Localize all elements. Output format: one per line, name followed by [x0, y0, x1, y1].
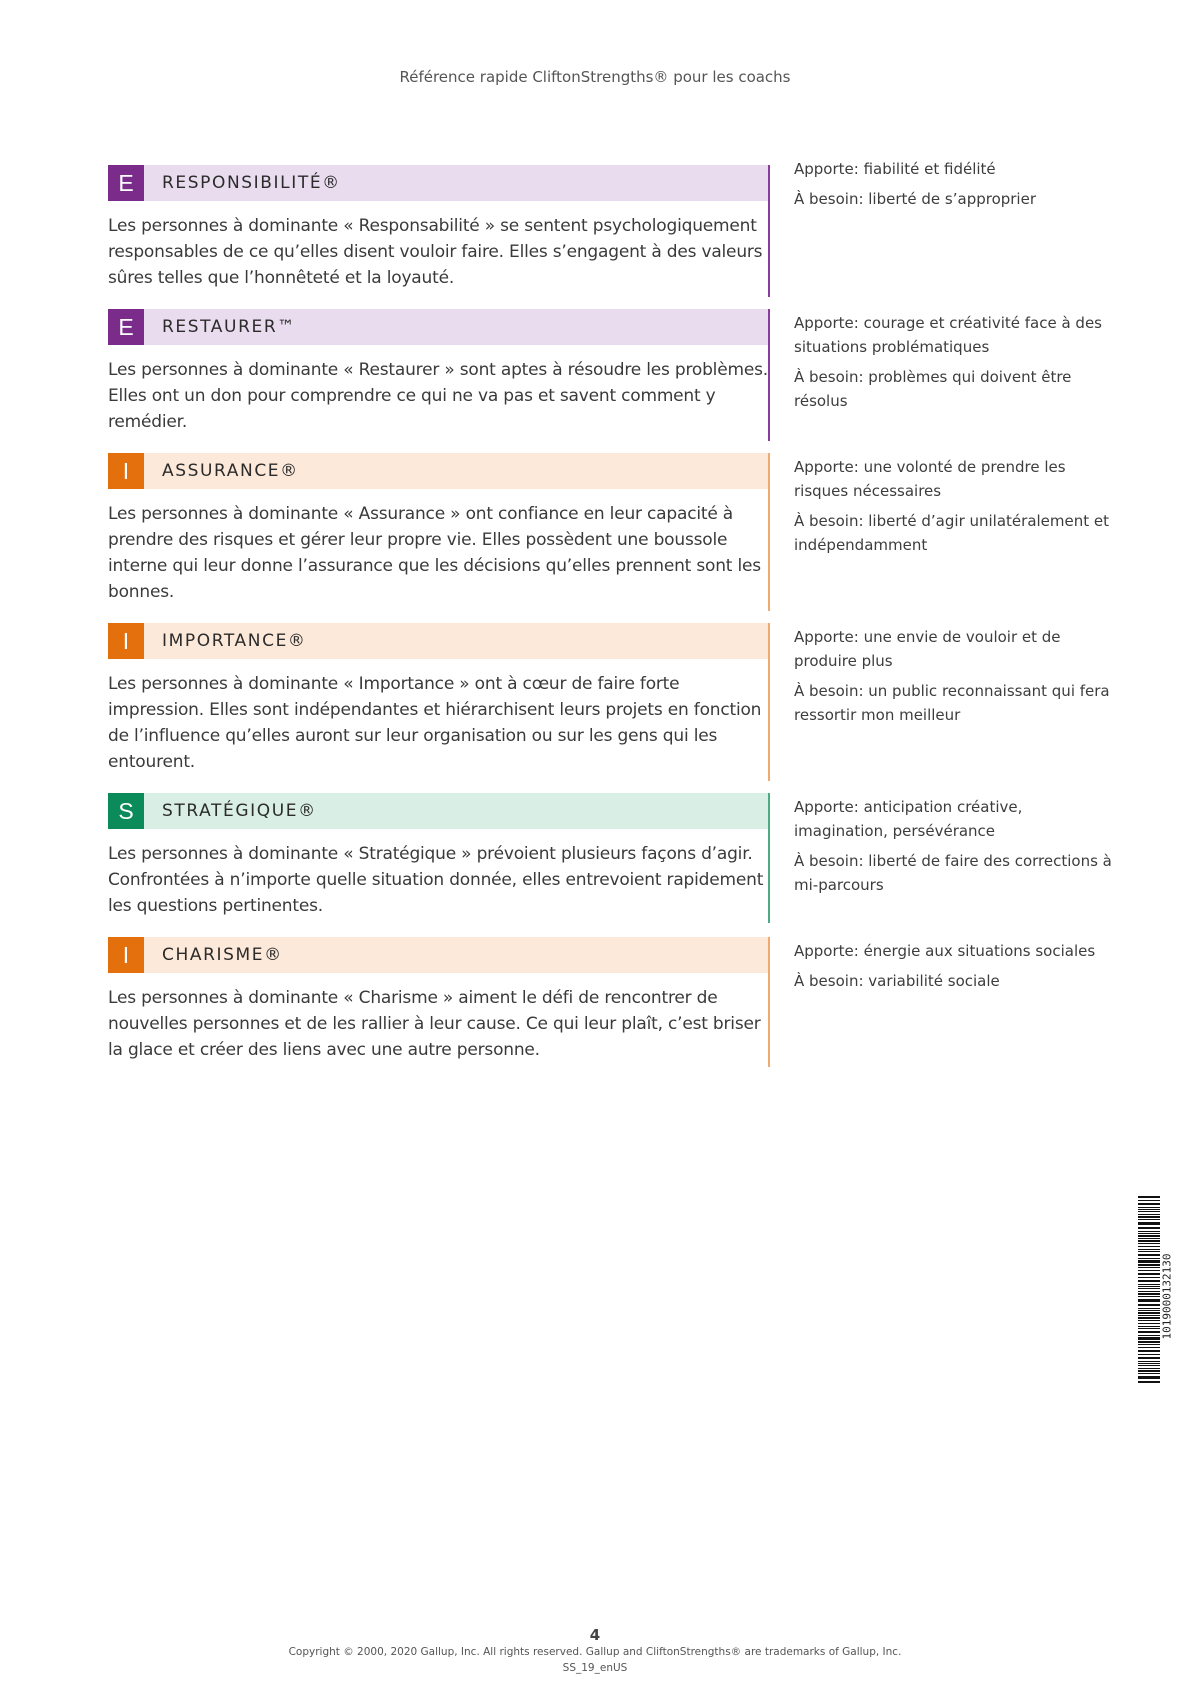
- barcode-bar: [1138, 1363, 1160, 1364]
- page-header: Référence rapide CliftonStrengths® pour les coachs: [399, 68, 791, 86]
- barcode-bar: [1138, 1344, 1160, 1345]
- theme-title: IMPORTANCE®: [162, 631, 307, 651]
- theme-description: Les personnes à dominante « Importance » ont à cœur de faire forte impression. Elles sont indépendantes et hiérarchisent leurs projets en fonction de l’influence qu’elles auront sur leur organisation ou sur les gens qui les entourent.: [108, 674, 762, 772]
- barcode-bar: [1138, 1288, 1160, 1289]
- theme-bar: [108, 937, 768, 973]
- barcode-graphic: [1138, 1196, 1160, 1386]
- apporte-text: Apporte: énergie aux situations sociales: [794, 942, 1096, 960]
- barcode-bar: [1138, 1246, 1160, 1247]
- barcode-bar: [1138, 1258, 1160, 1259]
- theme-notes: [794, 795, 1114, 903]
- barcode-bar: [1138, 1296, 1160, 1297]
- barcode-bar: [1138, 1357, 1160, 1359]
- barcode-bar: [1138, 1315, 1160, 1316]
- barcode-bar: [1138, 1337, 1160, 1340]
- theme-letter-badge: I: [108, 453, 144, 489]
- barcode-bar: [1138, 1200, 1160, 1201]
- barcode-bar: [1138, 1227, 1160, 1229]
- barcode-bar: [1138, 1310, 1160, 1311]
- theme-description: Les personnes à dominante « Restaurer » sont aptes à résoudre les problèmes. Elles ont un don pour comprendre ce qui ne va pas et savent comment y remédier.: [108, 360, 768, 432]
- theme-divider: [768, 165, 770, 297]
- theme-notes: [794, 455, 1114, 563]
- barcode-bar: [1138, 1233, 1160, 1234]
- theme-bar: [108, 453, 768, 489]
- barcode-bar: [1138, 1267, 1160, 1268]
- theme-letter-badge: S: [108, 793, 144, 829]
- barcode-bar: [1138, 1350, 1160, 1352]
- barcode-bar: [1138, 1317, 1160, 1319]
- theme-letter-badge: E: [108, 309, 144, 345]
- barcode-bar: [1138, 1370, 1160, 1372]
- barcode-bar: [1138, 1284, 1160, 1285]
- besoin-text: À besoin: liberté d’agir unilatéralement et indépendamment: [794, 512, 1110, 554]
- apporte-text: Apporte: anticipation créative, imagination, persévérance: [794, 798, 1023, 840]
- barcode-bar: [1138, 1326, 1160, 1327]
- barcode-bar: [1138, 1270, 1160, 1271]
- barcode-bar: [1138, 1216, 1160, 1218]
- barcode-bar: [1138, 1365, 1160, 1366]
- theme-divider: [768, 937, 770, 1067]
- barcode-bar: [1138, 1312, 1160, 1314]
- page-number: 4: [589, 1626, 601, 1644]
- barcode-bar: [1138, 1354, 1160, 1355]
- theme-description: Les personnes à dominante « Responsabilité » se sentent psychologiquement responsables de ce qu’elles disent vouloir faire. Elles s’engagent à des valeurs sûres telles que l’honnêteté et la loyauté.: [108, 216, 763, 288]
- barcode-bar: [1138, 1308, 1160, 1309]
- barcode-bar: [1138, 1381, 1160, 1383]
- apporte-text: Apporte: une envie de vouloir et de produire plus: [794, 628, 1061, 670]
- theme-title: CHARISME®: [162, 945, 283, 965]
- theme-title: RESTAURER™: [162, 317, 296, 337]
- barcode-bar: [1138, 1196, 1160, 1198]
- barcode-bar: [1138, 1376, 1160, 1379]
- barcode-bar: [1138, 1273, 1160, 1275]
- theme-description: Les personnes à dominante « Charisme » aiment le défi de rencontrer de nouvelles personnes et de les rallier à leur cause. Ce qui leur plaît, c’est briser la glace et créer des liens avec une autre personne.: [108, 988, 761, 1060]
- barcode-bar: [1138, 1264, 1160, 1266]
- barcode-bar: [1138, 1373, 1160, 1374]
- theme-bar: [108, 309, 768, 345]
- barcode-bar: [1138, 1219, 1160, 1220]
- besoin-text: À besoin: liberté de faire des corrections à mi-parcours: [794, 852, 1112, 894]
- barcode-bar: [1138, 1243, 1160, 1244]
- theme-letter-badge: E: [108, 165, 144, 201]
- barcode-bar: [1138, 1304, 1160, 1306]
- copyright-text: Copyright © 2000, 2020 Gallup, Inc. All rights reserved. Gallup and CliftonStrengths® are trademarks of Gallup, Inc.: [288, 1646, 902, 1658]
- barcode-bar: [1138, 1254, 1160, 1256]
- theme-divider: [768, 453, 770, 611]
- besoin-text: À besoin: problèmes qui doivent être résolus: [794, 368, 1072, 410]
- document-code: SS_19_enUS: [562, 1662, 628, 1674]
- barcode-bar: [1138, 1235, 1160, 1237]
- apporte-text: Apporte: une volonté de prendre les risques nécessaires: [794, 458, 1066, 500]
- barcode-bar: [1138, 1328, 1160, 1329]
- barcode-bar: [1138, 1214, 1160, 1215]
- besoin-text: À besoin: liberté de s’approprier: [794, 190, 1036, 208]
- besoin-text: À besoin: un public reconnaissant qui fera ressortir mon meilleur: [794, 682, 1110, 724]
- theme-bar: [108, 165, 768, 201]
- barcode-bar: [1138, 1320, 1160, 1321]
- barcode-bar: [1138, 1211, 1160, 1212]
- theme-notes: [794, 625, 1114, 733]
- barcode-bar: [1138, 1323, 1160, 1324]
- barcode-bar: [1138, 1299, 1160, 1302]
- theme-description: Les personnes à dominante « Stratégique » prévoient plusieurs façons d’agir. Confrontées à n’importe quelle situation donnée, elles entrevoient rapidement les questions pertinentes.: [108, 844, 764, 916]
- barcode-bar: [1138, 1335, 1160, 1336]
- barcode-bar: [1138, 1331, 1160, 1333]
- theme-divider: [768, 623, 770, 781]
- theme-title: STRATÉGIQUE®: [162, 801, 317, 821]
- theme-notes: [794, 157, 1114, 217]
- barcode-bar: [1138, 1207, 1160, 1208]
- theme-notes: [794, 939, 1114, 999]
- theme-description: Les personnes à dominante « Assurance » ont confiance en leur capacité à prendre des risques et gérer leur propre vie. Elles possèdent une boussole interne qui leur donne l’assurance que les décisions qu’elles prennent sont les bonnes.: [108, 504, 761, 602]
- apporte-text: Apporte: courage et créativité face à des situations problématiques: [794, 314, 1102, 356]
- apporte-text: Apporte: fiabilité et fidélité: [794, 160, 996, 178]
- barcode-bar: [1138, 1238, 1160, 1239]
- theme-letter-badge: I: [108, 623, 144, 659]
- barcode-bar: [1138, 1293, 1160, 1295]
- barcode-bar: [1138, 1209, 1160, 1210]
- theme-title: ASSURANCE®: [162, 461, 299, 481]
- besoin-text: À besoin: variabilité sociale: [794, 972, 1000, 990]
- barcode-bar: [1138, 1280, 1160, 1282]
- barcode-bar: [1138, 1249, 1160, 1250]
- barcode-bar: [1138, 1203, 1160, 1205]
- barcode-bar: [1138, 1291, 1160, 1292]
- theme-notes: [794, 311, 1114, 419]
- theme-bar: [108, 623, 768, 659]
- barcode-bar: [1138, 1368, 1160, 1369]
- theme-title: RESPONSIBILITÉ®: [162, 173, 341, 193]
- barcode-bar: [1138, 1286, 1160, 1287]
- barcode-bar: [1138, 1240, 1160, 1242]
- theme-divider: [768, 309, 770, 441]
- barcode-bar: [1138, 1361, 1160, 1362]
- theme-divider: [768, 793, 770, 923]
- barcode-bar: [1138, 1347, 1160, 1348]
- barcode-number: 1019000132130: [1160, 1253, 1174, 1340]
- barcode-bar: [1138, 1341, 1160, 1343]
- barcode-bar: [1138, 1251, 1160, 1252]
- barcode-bar: [1138, 1277, 1160, 1278]
- barcode-bar: [1138, 1222, 1160, 1225]
- theme-letter-badge: I: [108, 937, 144, 973]
- barcode-bar: [1138, 1260, 1160, 1263]
- theme-bar: [108, 793, 768, 829]
- barcode-bar: [1138, 1231, 1160, 1232]
